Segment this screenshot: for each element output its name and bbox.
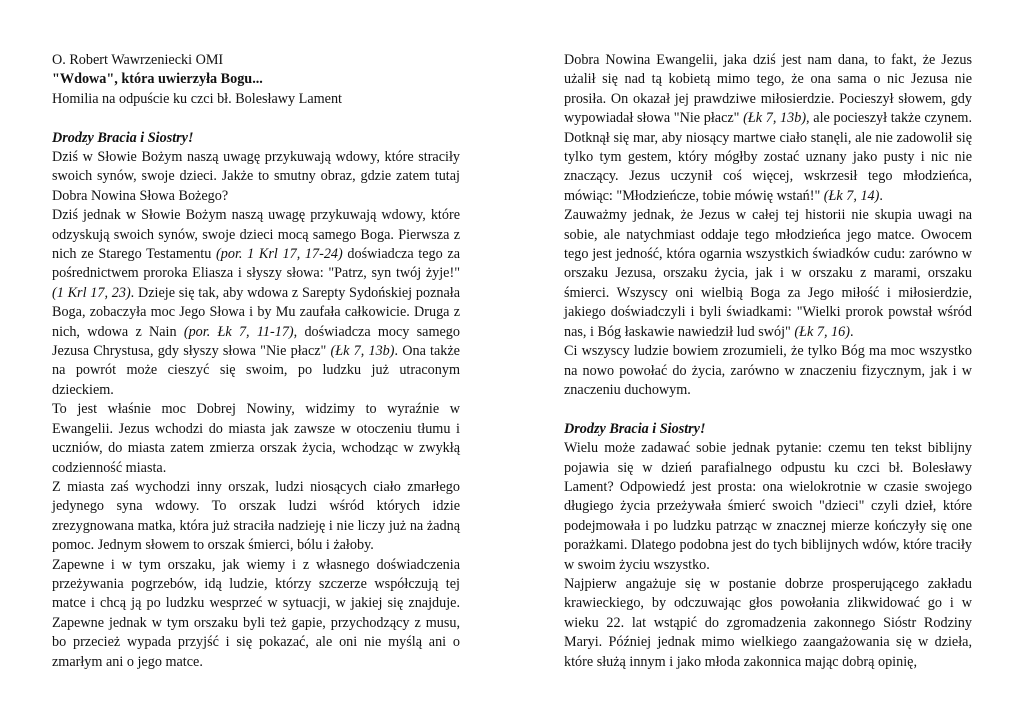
left-column (52, 51, 460, 672)
paragraph: Z miasta zaś wychodzi inny orszak, ludzi niosących ciało zmarłego jedynego syna wdowy. To orszak ludzi wśród których idzie zrezygnowana matka, która już straciła nadzieję i nie liczy już na żadną pomoc. Jednym słowem to orszak śmierci, bólu i żałoby. (52, 478, 460, 554)
paragraph: Zapewne i w tym orszaku, jak wiemy i z własnego doświadczenia przeżywania pogrzebów, idą ludzie, którzy szczerze współczują tej matce i chcą ją po ludzku wesprzeć w sytuacji, w jakiej się znajduje. Zapewne jednak w tym orszaku byli też gapie, przychodzący z musu, bo przecież wypada przyjść i się pokazać, ale oni nie myślą ani o zmarłym ani o jego matce. (52, 556, 460, 670)
paragraph: Dziś jednak w Słowie Bożym naszą uwagę przykuwają wdowy, które odzyskują swoich synów, swoje dzieci mocą samego Boga. Pierwsza z nich ze Starego Testamentu (por. 1 Krl 17, 17-24) doświadcza tego za pośrednictwem proroka Eliasza i słyszy słowa: "Patrz, syn twój żyje!" (1 Krl 17, 23). Dzieje się tak, aby wdowa z Sarepty Sydońskiej poznała Boga, zobaczyła moc Jego Słowa i by Mu zaufała całkowicie. Druga z nich, wdowa z Nain (por. Łk 7, 11-17), doświadcza mocy samego Jezusa Chrystusa, gdy słyszy słowa "Nie płacz" (Łk 7, 13b). Ona także na powrót może cieszyć się swoim, po ludzku już utraconym dzieckiem. (52, 207, 460, 398)
homily-title: "Wdowa", która uwierzyła Bogu... (52, 71, 263, 88)
right-column (564, 51, 972, 672)
bible-reference: (Łk 7, 16) (794, 323, 850, 340)
paragraph: To jest właśnie moc Dobrej Nowiny, widzimy to wyraźnie w Ewangelii. Jezus wchodzi do miasta jak zawsze w otoczeniu tłumu i uczniów, do miasta zatem zmierza orszak życia, wchodząc w zwykłą codzienność miasta. (52, 401, 460, 476)
bible-reference: (Łk 7, 13b) (743, 110, 807, 127)
spacer (52, 109, 460, 128)
bible-reference: (por. 1 Krl 17, 17-24) (216, 246, 343, 263)
homily-subtitle: Homilia na odpuście ku czci bł. Bolesławy Lament (52, 90, 342, 107)
paragraph: Najpierw angażuje się w postanie dobrze prosperującego zakładu krawieckiego, by odczuwając głos powołania zlikwidować go i w wieku 22. lat wstąpić do zgromadzenia zakonnego Sióstr Rodziny Maryi. Później jednak mimo wielkiego zaangażowania się w dzieła, które służą innym i jako młoda zakonnica mając dobrą opinię, (564, 575, 972, 670)
paragraph: Dziś w Słowie Bożym naszą uwagę przykuwają wdowy, które straciły swoich synów, swoje dzieci. Jakże to smutny obraz, gdzie zatem tutaj Dobra Nowina Słowa Bożego? (52, 149, 460, 204)
paragraph: Zauważmy jednak, że Jezus w całej tej historii nie skupia uwagi na sobie, ale natychmiast oddaje tego młodzieńca jego matce. Owocem tego jest jedność, która ogarnia wszystkich świadków cudu: zarówno w orszaku Jezusa, orszaku życia, jak i w orszaku z marami, orszaku śmierci. Wszyscy oni wielbią Boga za Jego miłość i miłosierdzie, jakiego doświadczyli i byli świadkami: "Wielki prorok powstał wśród nas, i Bóg łaskawie nawiedził lud swój" (Łk 7, 16). (564, 207, 972, 340)
greeting: Drodzy Bracia i Siostry! (564, 420, 706, 437)
bible-reference: (Łk 7, 14) (823, 187, 880, 204)
bible-reference: (Łk 7, 13b) (330, 343, 395, 360)
greeting: Drodzy Bracia i Siostry! (52, 129, 194, 146)
author-line: O. Robert Wawrzeniecki OMI (52, 52, 224, 68)
bible-reference: (1 Krl 17, 23) (52, 284, 131, 301)
bible-reference: (por. Łk 7, 11-17) (183, 323, 294, 340)
paragraph: Dobra Nowina Ewangelii, jaka dziś jest nam dana, to fakt, że Jezus użalił się nad tą kobietą mimo tego, że ona sama o nic Jezusa nie prosiła. On okazał jej prawdziwe miłosierdzie. Pocieszył słowem, gdy wypowiadał słowa "Nie płacz" (Łk 7, 13b), ale pocieszył także czynem. Dotknął się mar, aby niosący martwe ciało stanęli, ale nie zadowolił się tylko tym gestem, który mógłby zostać uznany jako pusty i nic nie znaczący. Jezus uczynił coś więcej, wskrzesił tego młodzieńca, mówiąc: "Młodzieńcze, tobie mówię wstań!" (Łk 7, 14). (564, 52, 972, 204)
paragraph: Wielu może zadawać sobie jednak pytanie: czemu ten tekst biblijny pojawia się w dzień parafialnego odpustu ku czci bł. Bolesławy Lament? Odpowiedź jest prosta: ona wielokrotnie w czasie swojego długiego życia przeżywała śmierć swoich "dzieci" czyli dzieł, które podejmowała i po ludzku patrząc w znacznej mierze kończyły się one porażkami. Dlatego podobna jest do tych biblijnych wdów, które traciły w swoim życiu wszystko. (564, 440, 972, 573)
spacer (564, 400, 972, 419)
paragraph: Ci wszyscy ludzie bowiem zrozumieli, że tylko Bóg ma moc wszystko na nowo powołać do życia, zarówno w znaczeniu fizycznym, jak i w znaczeniu duchowym. (564, 343, 972, 398)
